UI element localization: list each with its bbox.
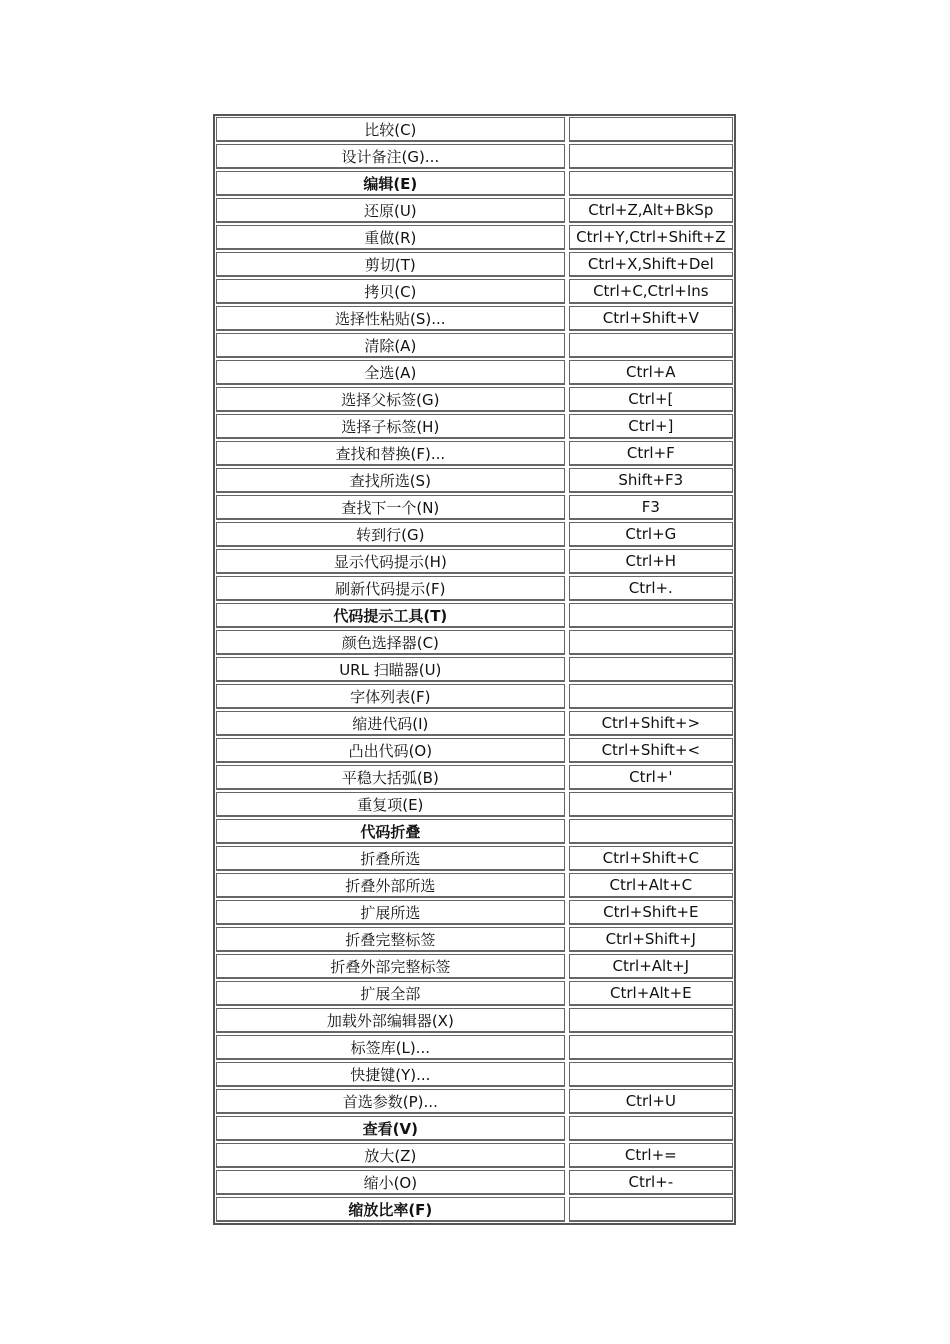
shortcut-key: Ctrl+U: [569, 1089, 733, 1114]
table-row: [215, 305, 734, 332]
table-row: [215, 467, 734, 494]
shortcut-key: Ctrl+Y,Ctrl+Shift+Z: [569, 225, 733, 250]
shortcut-table: [213, 114, 736, 1225]
command-name: 清除(A): [216, 333, 565, 358]
table-row: [215, 494, 734, 521]
shortcut-key: [569, 333, 733, 358]
section-title: 查看(V): [216, 1116, 565, 1141]
command-name: 折叠外部完整标签: [216, 954, 565, 979]
section-header-row: [215, 170, 734, 197]
section-header-row: [215, 818, 734, 845]
command-name: 凸出代码(O): [216, 738, 565, 763]
table-row: [215, 413, 734, 440]
shortcut-key: Ctrl+X,Shift+Del: [569, 252, 733, 277]
shortcut-key: Ctrl+Alt+C: [569, 873, 733, 898]
command-name: 折叠所选: [216, 846, 565, 871]
shortcut-key: [569, 1197, 733, 1222]
section-title: 编辑(E): [216, 171, 565, 196]
table-row: [215, 764, 734, 791]
section-title: 缩放比率(F): [216, 1197, 565, 1222]
command-name: URL 扫瞄器(U): [216, 657, 565, 682]
shortcut-key: Ctrl+Alt+J: [569, 954, 733, 979]
shortcut-key: [569, 1008, 733, 1033]
table-row: [215, 116, 734, 143]
command-name: 显示代码提示(H): [216, 549, 565, 574]
command-name: 选择父标签(G): [216, 387, 565, 412]
table-row: [215, 683, 734, 710]
table-row: [215, 359, 734, 386]
command-name: 转到行(G): [216, 522, 565, 547]
table-row: [215, 710, 734, 737]
table-row: [215, 980, 734, 1007]
shortcut-key: [569, 171, 733, 196]
shortcut-key: [569, 1062, 733, 1087]
shortcut-key: Ctrl+Shift+V: [569, 306, 733, 331]
shortcut-key: Ctrl+Shift+J: [569, 927, 733, 952]
command-name: 查找所选(S): [216, 468, 565, 493]
shortcut-key: [569, 1116, 733, 1141]
table-row: [215, 197, 734, 224]
shortcut-key: Ctrl+C,Ctrl+Ins: [569, 279, 733, 304]
table-row: [215, 845, 734, 872]
table-row: [215, 143, 734, 170]
shortcut-key: [569, 819, 733, 844]
command-name: 选择子标签(H): [216, 414, 565, 439]
command-name: 折叠外部所选: [216, 873, 565, 898]
command-name: 放大(Z): [216, 1143, 565, 1168]
shortcut-key: [569, 144, 733, 169]
shortcut-key: Ctrl+]: [569, 414, 733, 439]
table-row: [215, 440, 734, 467]
shortcut-key: Shift+F3: [569, 468, 733, 493]
table-row: [215, 629, 734, 656]
command-name: 剪切(T): [216, 252, 565, 277]
command-name: 快捷键(Y)...: [216, 1062, 565, 1087]
command-name: 首选参数(P)...: [216, 1089, 565, 1114]
command-name: 扩展全部: [216, 981, 565, 1006]
table-row: [215, 1169, 734, 1196]
shortcut-key: Ctrl+Shift+>: [569, 711, 733, 736]
shortcut-key: [569, 117, 733, 142]
command-name: 比较(C): [216, 117, 565, 142]
table-row: [215, 656, 734, 683]
command-name: 扩展所选: [216, 900, 565, 925]
shortcut-key: Ctrl+[: [569, 387, 733, 412]
table-row: [215, 791, 734, 818]
table-row: [215, 899, 734, 926]
shortcut-key: Ctrl+-: [569, 1170, 733, 1195]
table-row: [215, 575, 734, 602]
section-header-row: [215, 602, 734, 629]
table-row: [215, 521, 734, 548]
command-name: 颜色选择器(C): [216, 630, 565, 655]
shortcut-key: [569, 792, 733, 817]
command-name: 缩小(O): [216, 1170, 565, 1195]
command-name: 折叠完整标签: [216, 927, 565, 952]
shortcut-key: Ctrl+=: [569, 1143, 733, 1168]
table-row: [215, 386, 734, 413]
section-header-row: [215, 1196, 734, 1223]
command-name: 选择性粘贴(S)...: [216, 306, 565, 331]
command-name: 拷贝(C): [216, 279, 565, 304]
table-row: [215, 1034, 734, 1061]
table-row: [215, 1142, 734, 1169]
table-row: [215, 1061, 734, 1088]
table-row: [215, 548, 734, 575]
table-row: [215, 926, 734, 953]
shortcut-key: Ctrl+.: [569, 576, 733, 601]
shortcut-key: Ctrl+Z,Alt+BkSp: [569, 198, 733, 223]
shortcut-key: Ctrl+F: [569, 441, 733, 466]
shortcut-key: Ctrl+Alt+E: [569, 981, 733, 1006]
table-row: [215, 251, 734, 278]
shortcut-key: [569, 603, 733, 628]
command-name: 标签库(L)...: [216, 1035, 565, 1060]
command-name: 全选(A): [216, 360, 565, 385]
table-row: [215, 737, 734, 764]
section-title: 代码折叠: [216, 819, 565, 844]
table-row: [215, 1088, 734, 1115]
shortcut-key: Ctrl+A: [569, 360, 733, 385]
shortcut-key: Ctrl+Shift+C: [569, 846, 733, 871]
command-name: 查找下一个(N): [216, 495, 565, 520]
section-title: 代码提示工具(T): [216, 603, 565, 628]
shortcut-key: Ctrl+G: [569, 522, 733, 547]
command-name: 还原(U): [216, 198, 565, 223]
command-name: 字体列表(F): [216, 684, 565, 709]
command-name: 缩进代码(I): [216, 711, 565, 736]
table-row: [215, 1007, 734, 1034]
shortcut-key: Ctrl+Shift+<: [569, 738, 733, 763]
shortcut-key: F3: [569, 495, 733, 520]
command-name: 加载外部编辑器(X): [216, 1008, 565, 1033]
shortcut-key: [569, 657, 733, 682]
section-header-row: [215, 1115, 734, 1142]
command-name: 重复项(E): [216, 792, 565, 817]
shortcut-key: [569, 630, 733, 655]
command-name: 刷新代码提示(F): [216, 576, 565, 601]
shortcut-key: [569, 684, 733, 709]
table-row: [215, 224, 734, 251]
table-row: [215, 953, 734, 980]
shortcut-key: Ctrl+H: [569, 549, 733, 574]
table-row: [215, 872, 734, 899]
shortcut-key: Ctrl+Shift+E: [569, 900, 733, 925]
table-row: [215, 278, 734, 305]
table-row: [215, 332, 734, 359]
command-name: 查找和替换(F)...: [216, 441, 565, 466]
shortcut-key: Ctrl+': [569, 765, 733, 790]
command-name: 重做(R): [216, 225, 565, 250]
shortcut-key: [569, 1035, 733, 1060]
command-name: 平稳大括弧(B): [216, 765, 565, 790]
command-name: 设计备注(G)...: [216, 144, 565, 169]
